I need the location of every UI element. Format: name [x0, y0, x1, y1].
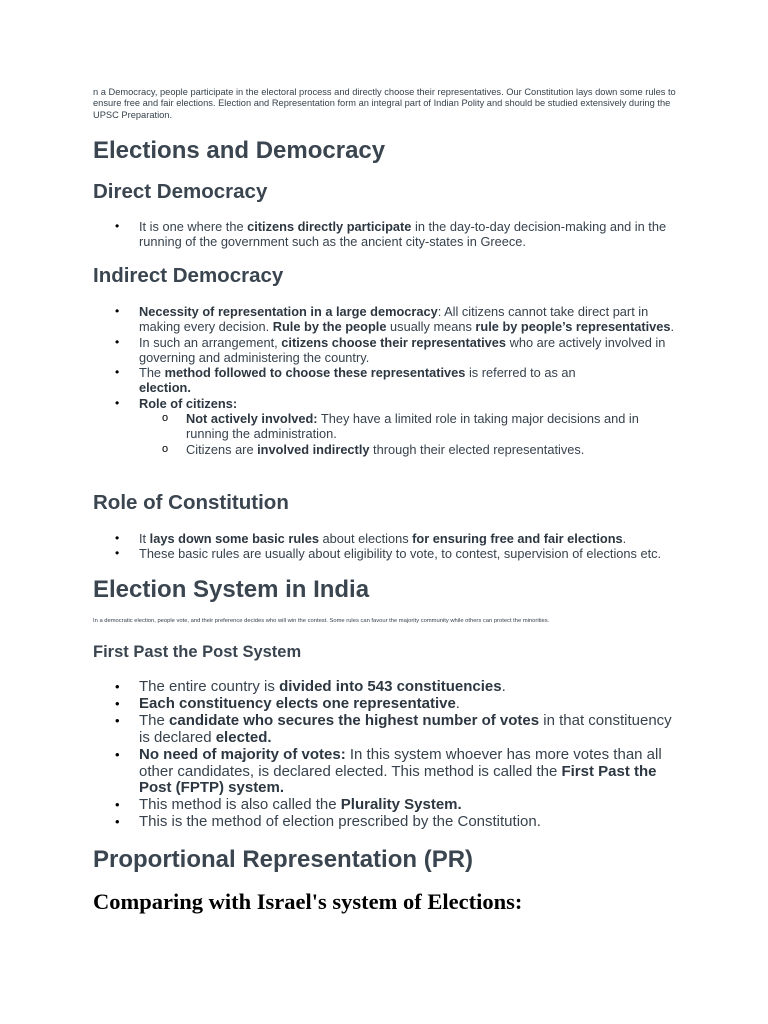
heading-first-past-the-post: First Past the Post System [93, 643, 302, 661]
list-item: • In such an arrangement, citizens choose their representatives who are actively involved in governing and administering the country. [93, 335, 675, 366]
heading-elections-democracy: Elections and Democracy [93, 137, 386, 164]
heading-direct-democracy: Direct Democracy [93, 180, 268, 203]
list-item: • No need of majority of votes: In this system whoever has more votes than all other candidates, is declared elected. This method is called the First Past the Post (FPTP) system. [93, 747, 675, 798]
sub-list-item: o Citizens are involved indirectly through their elected representatives. [93, 442, 675, 457]
list-item: • It lays down some basic rules about elections for ensuring free and fair elections. [93, 531, 675, 546]
list-item: • It is one where the citizens directly participate in the day-to-day decision-making and in the running of the government such as the ancient city-states in Greece. [93, 219, 675, 250]
heading-comparing-israel: Comparing with Israel's system of Elections: [93, 889, 523, 914]
fptp-list [93, 679, 675, 831]
heading-proportional-representation: Proportional Representation (PR) [93, 846, 474, 873]
list-item: • This method is also called the Plurality System. [93, 797, 675, 814]
indirect-democracy-list [93, 304, 675, 457]
list-item: • The candidate who secures the highest number of votes in that constituency is declared elected. [93, 713, 675, 747]
list-item: • Role of citizens: [93, 396, 675, 411]
list-item: • Necessity of representation in a large democracy: All citizens cannot take direct part in making every decision. Rule by the people usually means rule by people’s representatives. [93, 304, 675, 335]
list-item: • The entire country is divided into 543 constituencies. [93, 679, 675, 696]
heading-election-system-india: Election System in India [93, 576, 370, 603]
intro-paragraph: n a Democracy, people participate in the electoral process and directly choose their representatives. Our Constitution lays down some rules to ensure free and fair elections. Election and Representation form an integral part of Indian Polity and should be studied extensively during the UPSC Preparation. [93, 87, 676, 120]
list-item: • These basic rules are usually about eligibility to vote, to contest, supervision of elections etc. [93, 546, 675, 561]
heading-indirect-democracy: Indirect Democracy [93, 264, 284, 287]
election-system-note: In a democratic election, people vote, and their preference decides who will win the contest. Some rules can favour the majority community while others can protect the minorities. [93, 618, 550, 624]
direct-democracy-list [93, 219, 675, 250]
sub-list-item: o Not actively involved: They have a limited role in taking major decisions and in running the administration. [93, 411, 675, 442]
list-item: • The method followed to choose these representatives is referred to as an election. [93, 365, 675, 396]
constitution-list [93, 531, 675, 562]
heading-role-of-constitution: Role of Constitution [93, 491, 289, 514]
list-item: • Each constituency elects one representative. [93, 696, 675, 713]
list-item: • This is the method of election prescribed by the Constitution. [93, 814, 675, 831]
